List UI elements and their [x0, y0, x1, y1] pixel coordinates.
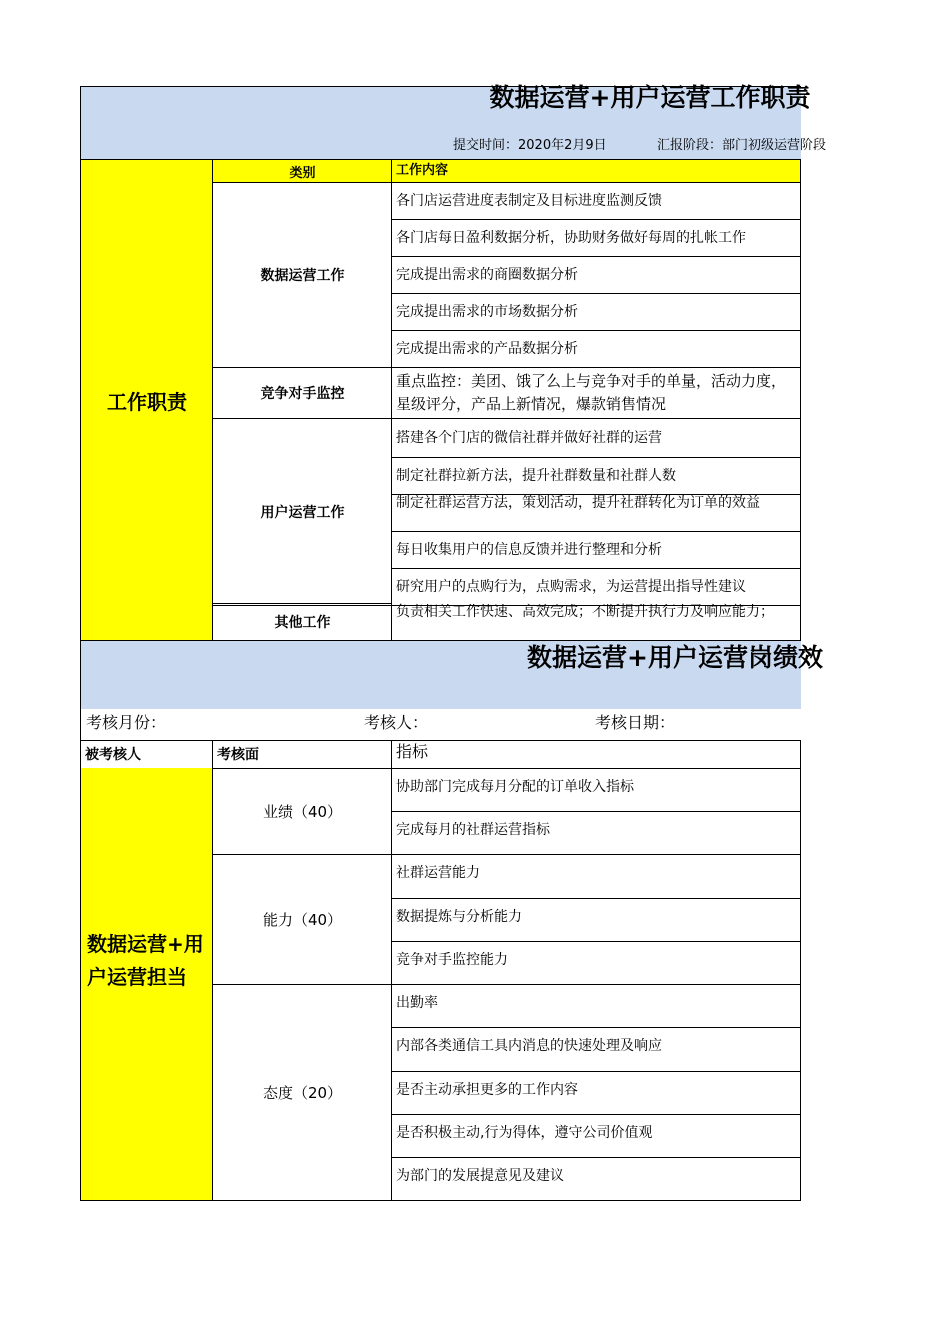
submit-time: 提交时间：2020年2月9日 [453, 138, 607, 153]
indicator-item: 是否积极主动,行为得体，遵守公司价值观 [391, 1114, 801, 1158]
duty-item: 制定社群拉新方法，提升社群数量和社群人数 [391, 457, 801, 495]
indicator-item: 内部各类通信工具内消息的快速处理及响应 [391, 1027, 801, 1072]
assessee-label: 数据运营+用户运营担当 [80, 768, 213, 1201]
duties-title: 数据运营+用户运营工作职责 [489, 83, 811, 112]
duty-item: 各门店运营进度表制定及目标进度监测反馈 [391, 182, 801, 220]
indicator-item: 为部门的发展提意见及建议 [391, 1157, 801, 1201]
duty-item: 每日收集用户的信息反馈并进行整理和分析 [391, 531, 801, 569]
duty-item: 搭建各个门店的微信社群并做好社群的运营 [391, 418, 801, 458]
category-user-ops: 用户运营工作 [212, 418, 392, 606]
header-indicator: 指标 [391, 740, 801, 769]
month-label: 考核月份： [86, 713, 167, 732]
indicator-item: 竞争对手监控能力 [391, 941, 801, 985]
duties-section-label: 工作职责 [80, 159, 213, 641]
duty-item: 研究用户的点购行为，点购需求，为运营提出指导性建议 [391, 568, 801, 606]
duty-item: 制定社群运营方法，策划活动，提升社群转化为订单的效益 [391, 494, 801, 532]
duty-item: 负责相关工作快速、高效完成；不断提升执行力及响应能力； [391, 603, 801, 641]
indicator-item: 出勤率 [391, 984, 801, 1028]
indicator-item: 是否主动承担更多的工作内容 [391, 1071, 801, 1115]
aspect-ability: 能力（40） [212, 854, 392, 985]
header-aspect: 考核面 [212, 740, 392, 769]
kpi-title: 数据运营+用户运营岗绩效 [527, 643, 823, 672]
assessor-label: 考核人： [364, 713, 429, 732]
indicator-item: 数据提炼与分析能力 [391, 898, 801, 942]
date-label: 考核日期： [595, 713, 676, 732]
duty-item: 完成提出需求的产品数据分析 [391, 330, 801, 368]
category-other: 其他工作 [212, 603, 392, 641]
duty-item: 各门店每日盈利数据分析，协助财务做好每周的扎帐工作 [391, 219, 801, 257]
header-category: 类别 [212, 159, 392, 183]
indicator-item: 协助部门完成每月分配的订单收入指标 [391, 768, 801, 812]
aspect-attitude: 态度（20） [212, 984, 392, 1201]
report-stage: 汇报阶段：部门初级运营阶段 [657, 138, 827, 153]
duty-item: 完成提出需求的商圈数据分析 [391, 256, 801, 294]
header-content: 工作内容 [391, 159, 801, 183]
aspect-performance: 业绩（40） [212, 768, 392, 855]
category-competitor-monitor: 竞争对手监控 [212, 367, 392, 419]
indicator-item: 社群运营能力 [391, 854, 801, 899]
duty-item: 完成提出需求的市场数据分析 [391, 293, 801, 331]
category-data-ops: 数据运营工作 [212, 182, 392, 368]
duty-item: 重点监控：美团、饿了么上与竞争对手的单量，活动力度，星级评分，产品上新情况，爆款销售情况 [391, 367, 801, 419]
indicator-item: 完成每月的社群运营指标 [391, 811, 801, 855]
header-person: 被考核人 [80, 740, 213, 769]
